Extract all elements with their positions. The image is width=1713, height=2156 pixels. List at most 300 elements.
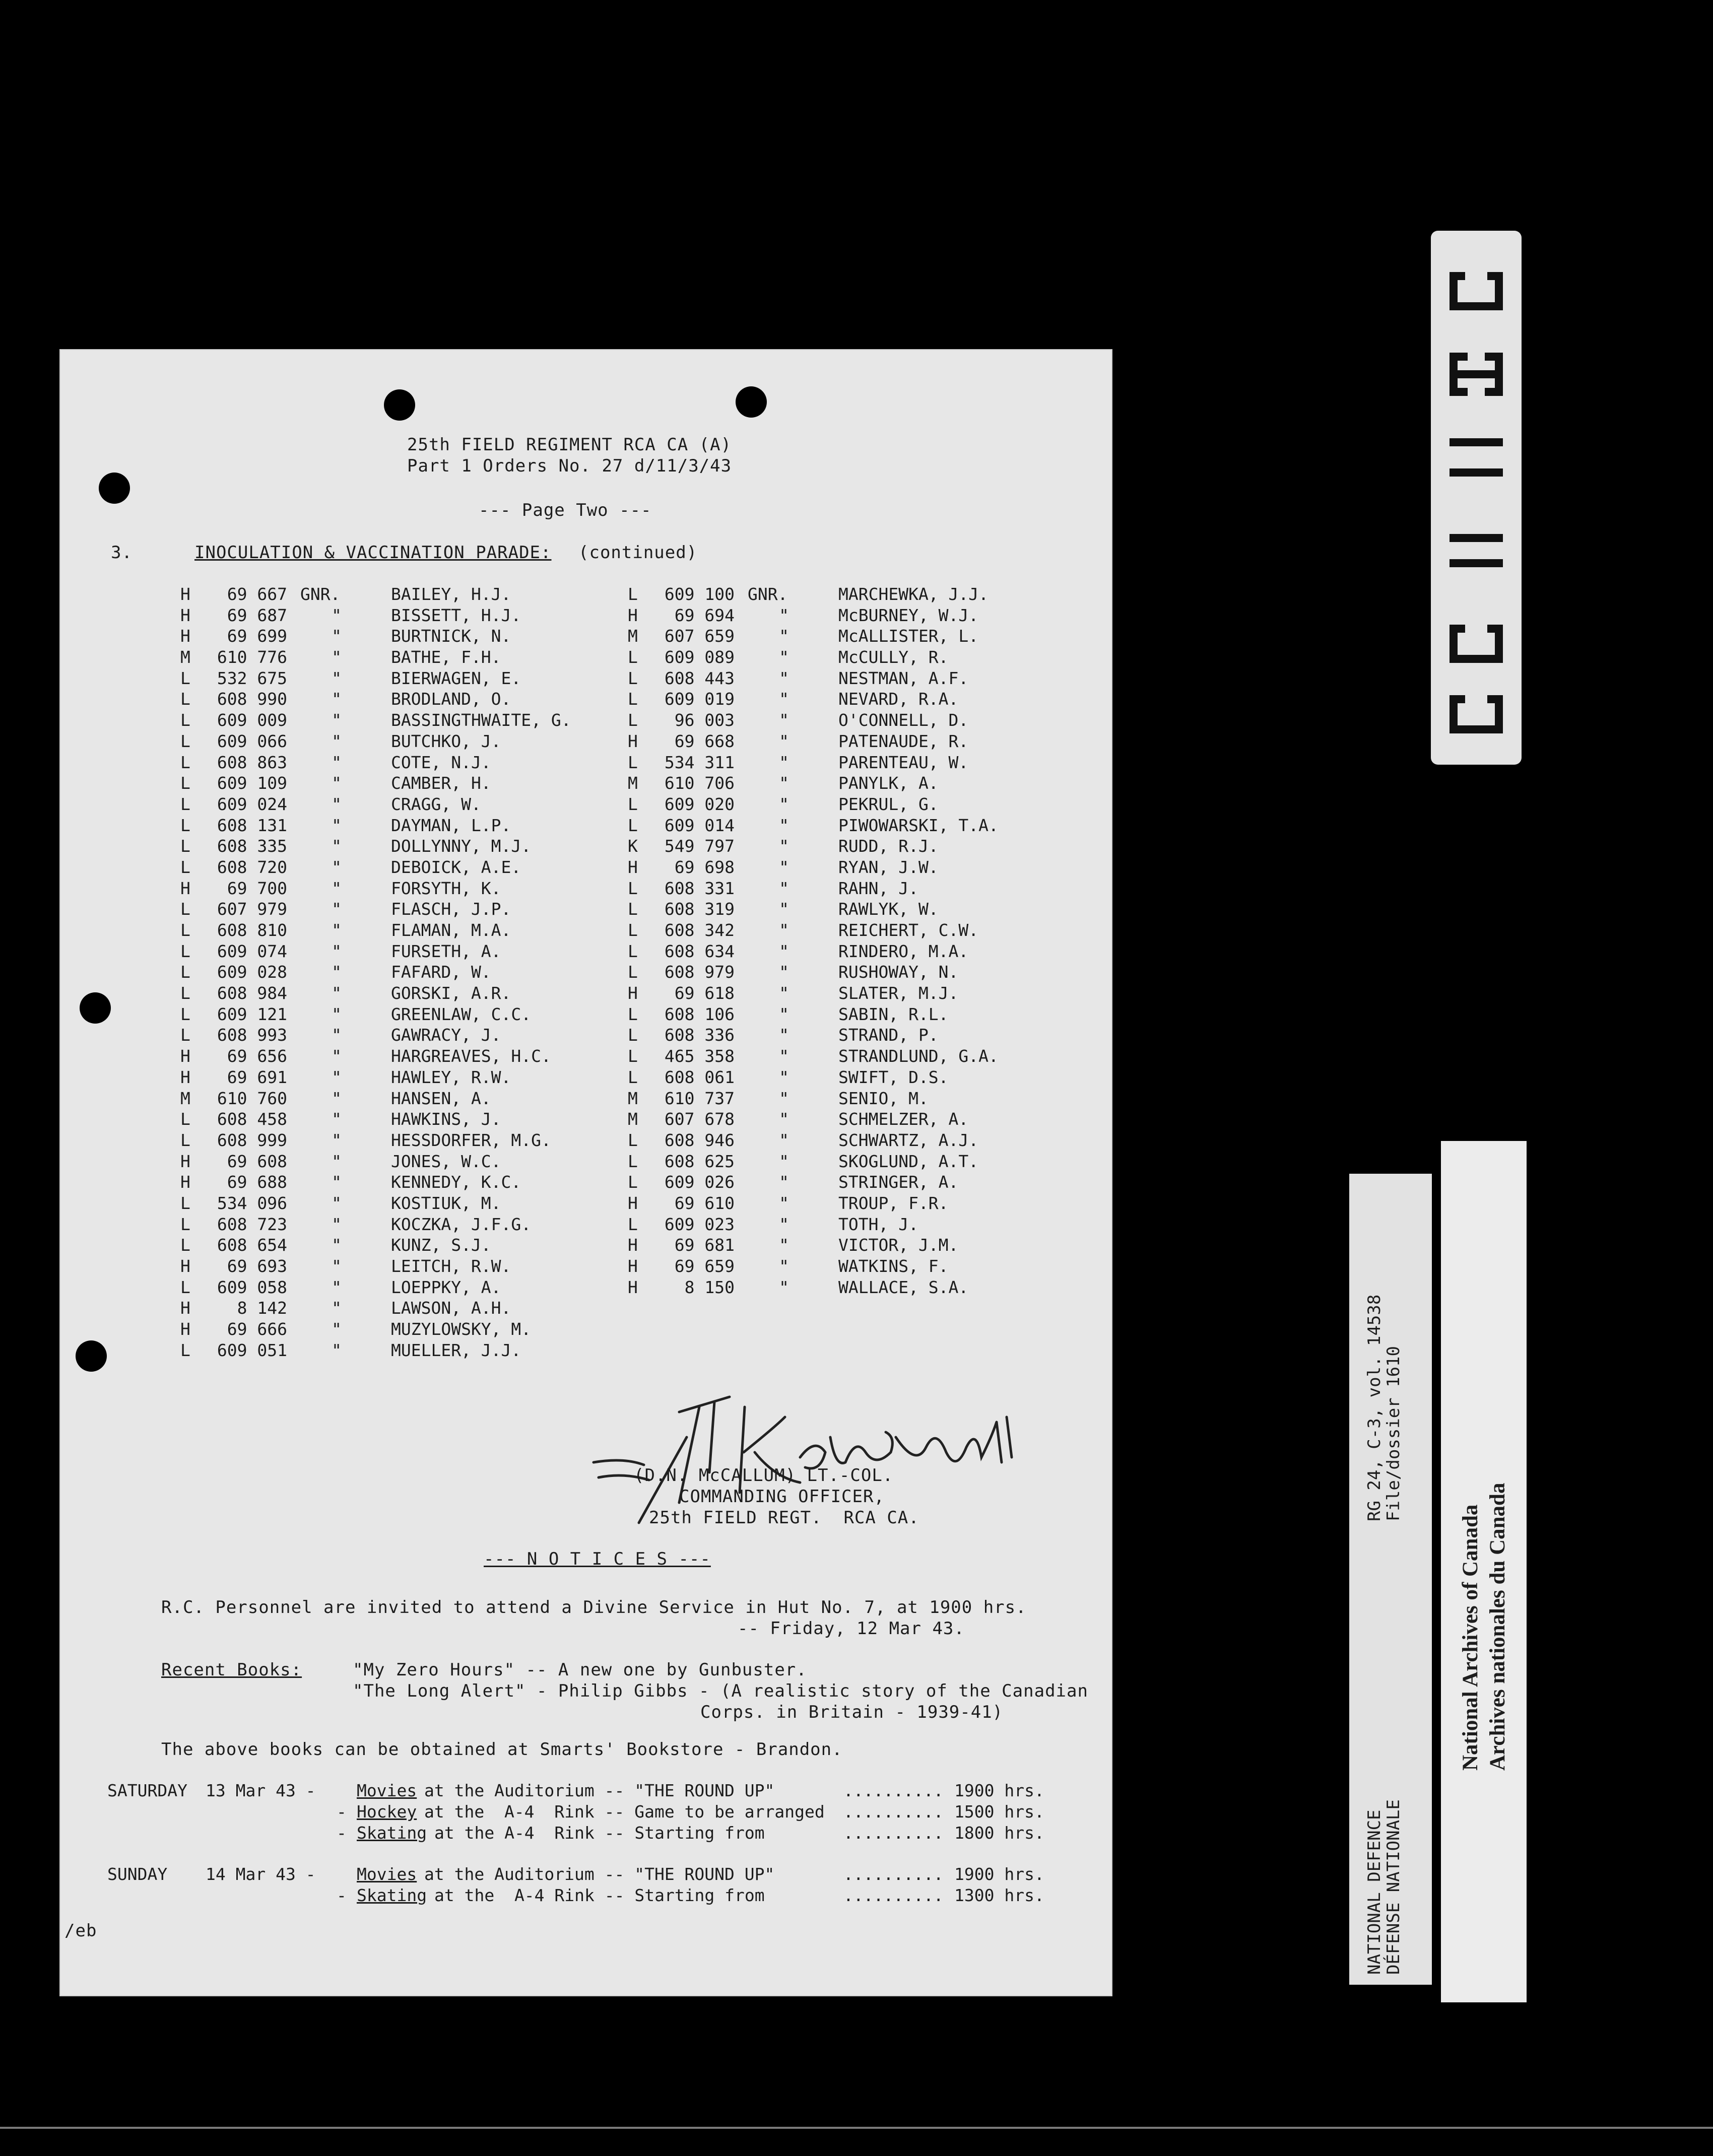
service-prefix: M (628, 773, 638, 793)
rank: " (779, 626, 789, 646)
roster-entry (628, 1046, 999, 1067)
service-number: 610 760 (217, 1088, 287, 1108)
event-activity: Movies (357, 1781, 417, 1800)
service-number: 608 946 (664, 1130, 735, 1150)
soldier-name: SENIO, M. (838, 1088, 929, 1108)
roster-entry (628, 983, 999, 1004)
rank: " (779, 1109, 789, 1129)
soldier-name: FLAMAN, M.A. (391, 920, 511, 940)
rank: " (332, 794, 342, 814)
service-prefix: L (180, 794, 190, 814)
soldier-name: SABIN, R.L. (838, 1004, 949, 1024)
rank: " (332, 689, 342, 709)
service-number: 69 699 (227, 626, 287, 646)
service-number: 69 666 (227, 1319, 287, 1339)
service-number: 69 610 (674, 1193, 735, 1213)
typist-initials: /eb (64, 1921, 97, 1941)
service-prefix: L (628, 1151, 638, 1171)
soldier-name: JONES, W.C. (391, 1151, 501, 1171)
punch-hole (736, 386, 767, 418)
soldier-name: RUDD, R.J. (838, 836, 939, 856)
rank: " (332, 1319, 342, 1339)
service-prefix: K (628, 836, 638, 856)
roster-entry (180, 794, 571, 815)
rank: " (779, 668, 789, 688)
service-number: 69 667 (227, 584, 287, 604)
rank: " (332, 899, 342, 919)
soldier-name: HARGREAVES, H.C. (391, 1046, 551, 1066)
soldier-name: STRAND, P. (838, 1025, 939, 1045)
rank: " (332, 1151, 342, 1171)
section-title: INOCULATION & VACCINATION PARADE: (194, 543, 552, 563)
punch-hole (384, 389, 415, 421)
roster-entry (628, 857, 999, 878)
soldier-name: McBURNEY, W.J. (838, 605, 979, 625)
service-number: 607 979 (217, 899, 287, 919)
event-date: - (337, 1885, 347, 1905)
service-number: 609 089 (664, 647, 735, 667)
roster-entry (180, 1151, 571, 1172)
service-number: 609 009 (217, 710, 287, 730)
service-prefix: L (628, 1025, 638, 1045)
service-prefix: H (180, 1298, 190, 1318)
service-prefix: L (180, 1025, 190, 1045)
rank: " (779, 899, 789, 919)
service-number: 96 003 (674, 710, 735, 730)
header-orders: Part 1 Orders No. 27 d/11/3/43 (407, 456, 732, 476)
rank: " (332, 1256, 342, 1276)
service-number: 607 678 (664, 1109, 735, 1129)
soldier-name: SLATER, M.J. (838, 983, 959, 1003)
rank: " (332, 731, 342, 751)
service-number: 608 723 (217, 1214, 287, 1234)
event-time: 1900 hrs. (954, 1781, 1044, 1800)
service-number: 608 654 (217, 1235, 287, 1255)
service-number: 69 656 (227, 1046, 287, 1066)
roster-entry (628, 1151, 999, 1172)
service-prefix: L (628, 941, 638, 961)
soldier-name: PEKRUL, G. (838, 794, 939, 814)
service-number: 69 681 (674, 1235, 735, 1255)
service-prefix: H (628, 1235, 638, 1255)
soldier-name: FAFARD, W. (391, 962, 491, 982)
rank: " (779, 1151, 789, 1171)
soldier-name: TOTH, J. (838, 1214, 918, 1234)
service-number: 608 863 (217, 752, 287, 772)
roster-entry (180, 1088, 571, 1109)
roster-left (180, 584, 571, 1361)
rank: " (332, 626, 342, 646)
service-prefix: L (180, 1340, 190, 1360)
event-date: - (337, 1823, 347, 1843)
soldier-name: O'CONNELL, D. (838, 710, 969, 730)
roster-entry (628, 1256, 999, 1277)
rank: " (779, 1130, 789, 1150)
rank: " (332, 647, 342, 667)
soldier-name: HESSDORFER, M.G. (391, 1130, 551, 1150)
service-prefix: L (628, 920, 638, 940)
service-number: 608 331 (664, 878, 735, 898)
service-prefix: M (180, 647, 190, 667)
soldier-name: BIERWAGEN, E. (391, 668, 521, 688)
rank: " (779, 962, 789, 982)
rank: " (779, 605, 789, 625)
soldier-name: LEITCH, R.W. (391, 1256, 511, 1276)
service-number: 69 608 (227, 1151, 287, 1171)
service-prefix: M (628, 1088, 638, 1108)
service-number: 609 051 (217, 1340, 287, 1360)
archive-reference-label (1349, 1174, 1432, 1985)
roster-entry (180, 1025, 571, 1046)
book-1: "My Zero Hours" -- A new one by Gunbuster. (353, 1660, 807, 1680)
document-page (59, 349, 1112, 1996)
notices-heading: --- N O T I C E S --- (484, 1549, 711, 1569)
rank: " (779, 1256, 789, 1276)
rank: " (332, 752, 342, 772)
rank: " (779, 1235, 789, 1255)
soldier-name: LAWSON, A.H. (391, 1298, 511, 1318)
roster-entry (180, 962, 571, 983)
service-number: 610 706 (664, 773, 735, 793)
service-prefix: L (180, 1004, 190, 1024)
service-number: 69 698 (674, 857, 735, 877)
roster-entry (628, 1067, 999, 1088)
service-number: 534 311 (664, 752, 735, 772)
service-number: 69 688 (227, 1172, 287, 1192)
service-number: 534 096 (217, 1193, 287, 1213)
service-number: 69 687 (227, 605, 287, 625)
soldier-name: STRANDLUND, G.A. (838, 1046, 999, 1066)
soldier-name: HAWLEY, R.W. (391, 1067, 511, 1087)
event-activity: Movies (357, 1864, 417, 1884)
rank: " (779, 689, 789, 709)
soldier-name: PATENAUDE, R. (838, 731, 969, 751)
event-details: at the Auditorium -- "THE ROUND UP" (424, 1781, 775, 1800)
rank: " (332, 1172, 342, 1192)
service-prefix: H (628, 1193, 638, 1213)
rank: " (332, 1298, 342, 1318)
service-number: 609 014 (664, 815, 735, 835)
rank: " (779, 1004, 789, 1024)
roster-entry (628, 941, 999, 962)
soldier-name: RINDERO, M.A. (838, 941, 969, 961)
service-number: 608 810 (217, 920, 287, 940)
service-number: 608 061 (664, 1067, 735, 1087)
event-day: SUNDAY (107, 1864, 168, 1884)
rank: " (779, 815, 789, 835)
event-time: 1900 hrs. (954, 1864, 1044, 1884)
rank: " (779, 731, 789, 751)
scan-edge-line (0, 2127, 1713, 2129)
rank: " (332, 1340, 342, 1360)
service-number: 69 618 (674, 983, 735, 1003)
roster-entry (628, 689, 999, 710)
service-prefix: L (180, 668, 190, 688)
roster-entry (180, 752, 571, 773)
service-prefix: L (180, 710, 190, 730)
service-prefix: L (180, 836, 190, 856)
service-prefix: L (180, 920, 190, 940)
event-activity: Skating (357, 1823, 427, 1843)
soldier-name: PIWOWARSKI, T.A. (838, 815, 999, 835)
service-number: 608 131 (217, 815, 287, 835)
rank: " (332, 941, 342, 961)
service-number: 609 100 (664, 584, 735, 604)
service-prefix: M (180, 1088, 190, 1108)
roster-entry (628, 1277, 999, 1298)
rank: " (779, 794, 789, 814)
soldier-name: BASSINGTHWAITE, G. (391, 710, 571, 730)
service-number: 608 979 (664, 962, 735, 982)
rank: " (779, 647, 789, 667)
service-prefix: H (180, 1172, 190, 1192)
recent-books-label: Recent Books: (161, 1660, 302, 1680)
service-prefix: H (628, 605, 638, 625)
soldier-name: KOCZKA, J.F.G. (391, 1214, 532, 1234)
service-prefix: L (180, 1130, 190, 1150)
soldier-name: BISSETT, H.J. (391, 605, 521, 625)
event-details: at the A-4 Rink -- Starting from (434, 1823, 765, 1843)
rank: " (332, 668, 342, 688)
service-number: 608 999 (217, 1130, 287, 1150)
service-prefix: L (628, 1067, 638, 1087)
service-prefix: L (180, 962, 190, 982)
event-day: SATURDAY (107, 1781, 187, 1800)
books-availability: The above books can be obtained at Smarts' Bookstore - Brandon. (161, 1739, 843, 1760)
rank: " (779, 1277, 789, 1297)
service-number: 69 693 (227, 1256, 287, 1276)
roster-entry (628, 1004, 999, 1025)
punch-hole (80, 992, 111, 1024)
service-prefix: L (180, 857, 190, 877)
rank: " (332, 1193, 342, 1213)
soldier-name: GAWRACY, J. (391, 1025, 501, 1045)
page-number: --- Page Two --- (479, 500, 652, 520)
dept-name-fr: DÉFENSE NATIONALE (1383, 1799, 1404, 1975)
roster-entry (180, 668, 571, 689)
service-prefix: L (180, 899, 190, 919)
archive-name-fr: Archives nationales du Canada (1486, 1483, 1509, 1771)
event-time: 1500 hrs. (954, 1802, 1044, 1822)
rank: " (779, 1088, 789, 1108)
roster-entry (180, 605, 571, 626)
service-number: 610 776 (217, 647, 287, 667)
rank: " (332, 983, 342, 1003)
service-number: 609 028 (217, 962, 287, 982)
roster-entry (628, 584, 999, 605)
roster-entry (628, 773, 999, 794)
service-prefix: H (180, 626, 190, 646)
service-prefix: L (628, 689, 638, 709)
soldier-name: BUTCHKO, J. (391, 731, 501, 751)
rank: " (332, 605, 342, 625)
service-prefix: M (628, 626, 638, 646)
book-2-note: Corps. in Britain - 1939-41) (700, 1702, 1004, 1722)
service-prefix: L (180, 1214, 190, 1234)
service-number: 609 109 (217, 773, 287, 793)
soldier-name: DAYMAN, L.P. (391, 815, 511, 835)
event-leader-dots: .......... (843, 1823, 944, 1843)
rank: " (332, 773, 342, 793)
service-prefix: H (180, 584, 190, 604)
punch-hole (76, 1340, 107, 1372)
rank: " (332, 857, 342, 877)
signatory-title: COMMANDING OFFICER, (679, 1487, 885, 1507)
service-prefix: H (180, 1046, 190, 1066)
soldier-name: SCHMELZER, A. (838, 1109, 969, 1129)
service-prefix: L (628, 1172, 638, 1192)
service-prefix: L (628, 962, 638, 982)
punch-hole (99, 473, 130, 504)
rank: " (779, 1046, 789, 1066)
service-number: 8 150 (684, 1277, 735, 1297)
soldier-name: SWIFT, D.S. (838, 1067, 949, 1087)
rank: " (332, 1214, 342, 1234)
roster-entry (628, 710, 999, 731)
roster-entry (180, 1046, 571, 1067)
roster-entry (628, 899, 999, 920)
rank: " (332, 710, 342, 730)
roster-entry (628, 1088, 999, 1109)
signatory-name: (D.N. McCALLUM) LT.-COL. (634, 1465, 894, 1486)
archive-name-en: National Archives of Canada (1459, 1504, 1482, 1771)
service-number: 69 691 (227, 1067, 287, 1087)
frame-number-digits (1431, 231, 1522, 765)
service-prefix: L (180, 1193, 190, 1213)
roster-entry (180, 836, 571, 857)
archive-name-label (1441, 1141, 1527, 2002)
notice-divine-date: -- Friday, 12 Mar 43. (738, 1619, 965, 1639)
rank: " (332, 1109, 342, 1129)
rank: " (779, 983, 789, 1003)
service-number: 549 797 (664, 836, 735, 856)
rank: " (332, 815, 342, 835)
service-prefix: H (180, 1067, 190, 1087)
service-prefix: L (628, 668, 638, 688)
roster-entry (628, 1214, 999, 1235)
event-time: 1800 hrs. (954, 1823, 1044, 1843)
roster-entry (180, 647, 571, 668)
service-prefix: L (628, 1214, 638, 1234)
service-prefix: L (628, 752, 638, 772)
service-number: 609 066 (217, 731, 287, 751)
rank: " (332, 1235, 342, 1255)
soldier-name: McCULLY, R. (838, 647, 949, 667)
soldier-name: SCHWARTZ, A.J. (838, 1130, 979, 1150)
roster-entry (180, 1277, 571, 1298)
roster-entry (628, 752, 999, 773)
soldier-name: LOEPPKY, A. (391, 1277, 501, 1297)
rank: " (332, 1067, 342, 1087)
roster-entry (180, 1298, 571, 1319)
soldier-name: DOLLYNNY, M.J. (391, 836, 532, 856)
service-number: 609 026 (664, 1172, 735, 1192)
service-prefix: L (628, 1046, 638, 1066)
service-number: 69 694 (674, 605, 735, 625)
rank: " (332, 1277, 342, 1297)
roster-entry (180, 1214, 571, 1235)
soldier-name: MUZYLOWSKY, M. (391, 1319, 532, 1339)
soldier-name: CRAGG, W. (391, 794, 481, 814)
record-group-ref: RG 24, C-3, vol. 14538 (1364, 1294, 1385, 1521)
service-prefix: H (180, 1256, 190, 1276)
service-prefix: L (628, 1130, 638, 1150)
soldier-name: HANSEN, A. (391, 1088, 491, 1108)
soldier-name: BATHE, F.H. (391, 647, 501, 667)
service-prefix: L (628, 647, 638, 667)
roster-entry (180, 626, 571, 647)
service-number: 608 984 (217, 983, 287, 1003)
service-number: 609 023 (664, 1214, 735, 1234)
roster-entry (180, 1340, 571, 1361)
rank: " (779, 920, 789, 940)
soldier-name: GREENLAW, C.C. (391, 1004, 532, 1024)
header-regiment: 25th FIELD REGIMENT RCA CA (A) (407, 435, 732, 455)
service-number: 610 737 (664, 1088, 735, 1108)
service-number: 608 443 (664, 668, 735, 688)
service-number: 609 020 (664, 794, 735, 814)
soldier-name: VICTOR, J.M. (838, 1235, 959, 1255)
service-number: 532 675 (217, 668, 287, 688)
roster-entry (180, 1130, 571, 1151)
rank: GNR. (748, 584, 788, 604)
roster-entry (628, 962, 999, 983)
service-prefix: L (180, 941, 190, 961)
event-leader-dots: .......... (843, 1802, 944, 1822)
rank: " (332, 1088, 342, 1108)
event-activity: Hockey (357, 1802, 417, 1822)
service-number: 608 342 (664, 920, 735, 940)
soldier-name: STRINGER, A. (838, 1172, 959, 1192)
soldier-name: TROUP, F.R. (838, 1193, 949, 1213)
rank: " (332, 1025, 342, 1045)
rank: " (779, 1214, 789, 1234)
roster-entry (180, 941, 571, 962)
rank: " (779, 1067, 789, 1087)
soldier-name: WALLACE, S.A. (838, 1277, 969, 1297)
service-number: 8 142 (237, 1298, 287, 1318)
roster-entry (180, 1004, 571, 1025)
rank: " (332, 878, 342, 898)
event-details: at the A-4 Rink -- Game to be arranged (424, 1802, 825, 1822)
roster-entry (180, 857, 571, 878)
rank: " (779, 1025, 789, 1045)
service-number: 69 700 (227, 878, 287, 898)
roster-entry (180, 1109, 571, 1130)
soldier-name: RYAN, J.W. (838, 857, 939, 877)
roster-entry (628, 731, 999, 752)
roster-entry (628, 794, 999, 815)
service-prefix: L (628, 815, 638, 835)
soldier-name: KUNZ, S.J. (391, 1235, 491, 1255)
event-leader-dots: .......... (843, 1864, 944, 1884)
roster-entry (628, 1193, 999, 1214)
service-prefix: L (628, 794, 638, 814)
soldier-name: FORSYTH, K. (391, 878, 501, 898)
service-prefix: L (628, 899, 638, 919)
service-prefix: H (628, 1277, 638, 1297)
service-prefix: H (628, 983, 638, 1003)
roster-entry (180, 731, 571, 752)
event-leader-dots: .......... (843, 1781, 944, 1800)
roster-entry (180, 983, 571, 1004)
roster-entry (628, 1235, 999, 1256)
service-prefix: L (628, 584, 638, 604)
roster-entry (180, 584, 571, 605)
roster-entry (180, 689, 571, 710)
roster-entry (628, 878, 999, 899)
service-prefix: H (180, 1319, 190, 1339)
